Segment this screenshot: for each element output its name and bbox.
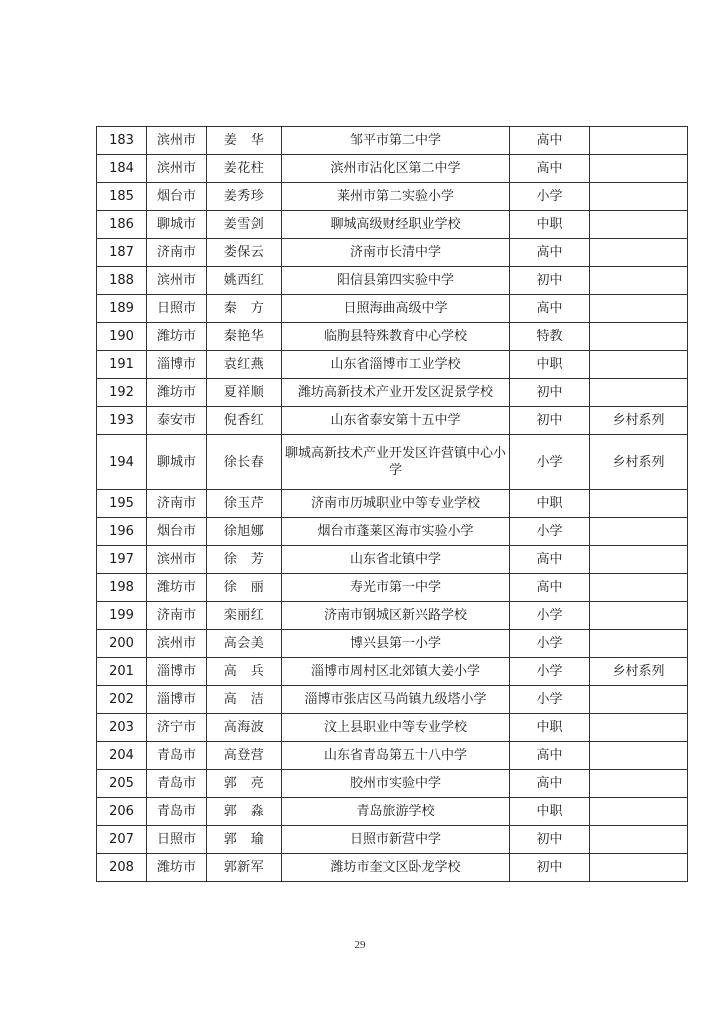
teacher-name-cell: 姜花柱 bbox=[207, 155, 282, 183]
city-cell: 济宁市 bbox=[147, 714, 207, 742]
school-cell: 济南市历城职业中等专业学校 bbox=[282, 490, 510, 518]
note-cell bbox=[590, 379, 688, 407]
table-row bbox=[97, 323, 688, 351]
school-level-cell: 高中 bbox=[510, 574, 590, 602]
table-row bbox=[97, 546, 688, 574]
page-number: 29 bbox=[354, 939, 366, 951]
row-number-cell: 187 bbox=[97, 239, 147, 267]
row-number-cell: 203 bbox=[97, 714, 147, 742]
roster-table-body bbox=[97, 127, 688, 882]
school-level-cell: 小学 bbox=[510, 630, 590, 658]
teacher-name-cell: 袁红燕 bbox=[207, 351, 282, 379]
table-row bbox=[97, 574, 688, 602]
table-row bbox=[97, 490, 688, 518]
school-level-cell: 高中 bbox=[510, 546, 590, 574]
table-row bbox=[97, 770, 688, 798]
table-row bbox=[97, 630, 688, 658]
city-cell: 滨州市 bbox=[147, 630, 207, 658]
school-level-cell: 高中 bbox=[510, 742, 590, 770]
city-cell: 滨州市 bbox=[147, 155, 207, 183]
note-cell: 乡村系列 bbox=[590, 658, 688, 686]
school-cell: 胶州市实验中学 bbox=[282, 770, 510, 798]
school-cell: 日照市新营中学 bbox=[282, 826, 510, 854]
table-row bbox=[97, 183, 688, 211]
city-cell: 淄博市 bbox=[147, 686, 207, 714]
note-cell bbox=[590, 518, 688, 546]
table-row bbox=[97, 211, 688, 239]
row-number-cell: 206 bbox=[97, 798, 147, 826]
school-level-cell: 高中 bbox=[510, 155, 590, 183]
row-number-cell: 202 bbox=[97, 686, 147, 714]
teacher-name-cell: 夏祥顺 bbox=[207, 379, 282, 407]
school-level-cell: 初中 bbox=[510, 854, 590, 882]
row-number-cell: 199 bbox=[97, 602, 147, 630]
teacher-name-cell: 徐玉芹 bbox=[207, 490, 282, 518]
note-cell: 乡村系列 bbox=[590, 435, 688, 490]
row-number-cell: 191 bbox=[97, 351, 147, 379]
row-number-cell: 193 bbox=[97, 407, 147, 435]
school-level-cell: 中职 bbox=[510, 798, 590, 826]
school-cell: 汶上县职业中等专业学校 bbox=[282, 714, 510, 742]
city-cell: 济南市 bbox=[147, 239, 207, 267]
city-cell: 聊城市 bbox=[147, 435, 207, 490]
city-cell: 滨州市 bbox=[147, 127, 207, 155]
row-number-cell: 201 bbox=[97, 658, 147, 686]
city-cell: 聊城市 bbox=[147, 211, 207, 239]
school-cell: 寿光市第一中学 bbox=[282, 574, 510, 602]
school-level-cell: 高中 bbox=[510, 770, 590, 798]
row-number-cell: 204 bbox=[97, 742, 147, 770]
note-cell bbox=[590, 183, 688, 211]
school-level-cell: 初中 bbox=[510, 267, 590, 295]
school-cell: 青岛旅游学校 bbox=[282, 798, 510, 826]
row-number-cell: 208 bbox=[97, 854, 147, 882]
city-cell: 青岛市 bbox=[147, 742, 207, 770]
note-cell bbox=[590, 490, 688, 518]
table-row bbox=[97, 351, 688, 379]
table-row bbox=[97, 379, 688, 407]
table-row bbox=[97, 295, 688, 323]
roster-table bbox=[96, 126, 688, 882]
school-level-cell: 高中 bbox=[510, 239, 590, 267]
table-row bbox=[97, 127, 688, 155]
teacher-name-cell: 高 洁 bbox=[207, 686, 282, 714]
city-cell: 淄博市 bbox=[147, 351, 207, 379]
note-cell bbox=[590, 742, 688, 770]
note-cell bbox=[590, 239, 688, 267]
table-row bbox=[97, 798, 688, 826]
table-row bbox=[97, 267, 688, 295]
school-level-cell: 中职 bbox=[510, 490, 590, 518]
city-cell: 青岛市 bbox=[147, 770, 207, 798]
school-cell: 邹平市第二中学 bbox=[282, 127, 510, 155]
teacher-name-cell: 高海波 bbox=[207, 714, 282, 742]
school-cell: 日照海曲高级中学 bbox=[282, 295, 510, 323]
note-cell bbox=[590, 351, 688, 379]
note-cell bbox=[590, 295, 688, 323]
table-row bbox=[97, 714, 688, 742]
school-cell: 潍坊市奎文区卧龙学校 bbox=[282, 854, 510, 882]
teacher-name-cell: 秦 方 bbox=[207, 295, 282, 323]
school-level-cell: 特教 bbox=[510, 323, 590, 351]
school-cell: 聊城高新技术产业开发区许营镇中心小学 bbox=[282, 435, 510, 490]
teacher-name-cell: 徐旭娜 bbox=[207, 518, 282, 546]
teacher-name-cell: 姚西红 bbox=[207, 267, 282, 295]
note-cell bbox=[590, 714, 688, 742]
table-row bbox=[97, 407, 688, 435]
city-cell: 潍坊市 bbox=[147, 574, 207, 602]
teacher-name-cell: 栾丽红 bbox=[207, 602, 282, 630]
school-level-cell: 高中 bbox=[510, 295, 590, 323]
city-cell: 滨州市 bbox=[147, 267, 207, 295]
city-cell: 潍坊市 bbox=[147, 323, 207, 351]
row-number-cell: 189 bbox=[97, 295, 147, 323]
school-cell: 山东省泰安第十五中学 bbox=[282, 407, 510, 435]
city-cell: 烟台市 bbox=[147, 183, 207, 211]
school-level-cell: 小学 bbox=[510, 602, 590, 630]
city-cell: 烟台市 bbox=[147, 518, 207, 546]
teacher-name-cell: 高会美 bbox=[207, 630, 282, 658]
table-row bbox=[97, 854, 688, 882]
teacher-name-cell: 姜 华 bbox=[207, 127, 282, 155]
school-cell: 阳信县第四实验中学 bbox=[282, 267, 510, 295]
teacher-name-cell: 徐 丽 bbox=[207, 574, 282, 602]
row-number-cell: 195 bbox=[97, 490, 147, 518]
row-number-cell: 200 bbox=[97, 630, 147, 658]
school-cell: 聊城高级财经职业学校 bbox=[282, 211, 510, 239]
school-level-cell: 小学 bbox=[510, 658, 590, 686]
school-cell: 博兴县第一小学 bbox=[282, 630, 510, 658]
row-number-cell: 190 bbox=[97, 323, 147, 351]
city-cell: 滨州市 bbox=[147, 546, 207, 574]
row-number-cell: 184 bbox=[97, 155, 147, 183]
note-cell bbox=[590, 630, 688, 658]
note-cell bbox=[590, 602, 688, 630]
school-cell: 临朐县特殊教育中心学校 bbox=[282, 323, 510, 351]
school-cell: 山东省淄博市工业学校 bbox=[282, 351, 510, 379]
school-level-cell: 初中 bbox=[510, 407, 590, 435]
table-row bbox=[97, 435, 688, 490]
city-cell: 泰安市 bbox=[147, 407, 207, 435]
school-cell: 滨州市沾化区第二中学 bbox=[282, 155, 510, 183]
table-row bbox=[97, 826, 688, 854]
teacher-name-cell: 徐长春 bbox=[207, 435, 282, 490]
note-cell bbox=[590, 155, 688, 183]
city-cell: 青岛市 bbox=[147, 798, 207, 826]
row-number-cell: 205 bbox=[97, 770, 147, 798]
row-number-cell: 196 bbox=[97, 518, 147, 546]
table-row bbox=[97, 742, 688, 770]
school-cell: 潍坊高新技术产业开发区浞景学校 bbox=[282, 379, 510, 407]
school-level-cell: 中职 bbox=[510, 714, 590, 742]
table-row bbox=[97, 686, 688, 714]
note-cell bbox=[590, 323, 688, 351]
note-cell bbox=[590, 211, 688, 239]
teacher-name-cell: 倪香红 bbox=[207, 407, 282, 435]
city-cell: 潍坊市 bbox=[147, 379, 207, 407]
table-row bbox=[97, 155, 688, 183]
city-cell: 日照市 bbox=[147, 826, 207, 854]
school-cell: 山东省北镇中学 bbox=[282, 546, 510, 574]
city-cell: 潍坊市 bbox=[147, 854, 207, 882]
note-cell bbox=[590, 854, 688, 882]
school-level-cell: 小学 bbox=[510, 518, 590, 546]
row-number-cell: 192 bbox=[97, 379, 147, 407]
school-cell: 淄博市张店区马尚镇九级塔小学 bbox=[282, 686, 510, 714]
note-cell bbox=[590, 686, 688, 714]
note-cell bbox=[590, 770, 688, 798]
row-number-cell: 188 bbox=[97, 267, 147, 295]
city-cell: 淄博市 bbox=[147, 658, 207, 686]
school-level-cell: 初中 bbox=[510, 826, 590, 854]
teacher-name-cell: 徐 芳 bbox=[207, 546, 282, 574]
teacher-name-cell: 娄保云 bbox=[207, 239, 282, 267]
teacher-name-cell: 秦艳华 bbox=[207, 323, 282, 351]
teacher-name-cell: 姜雪剑 bbox=[207, 211, 282, 239]
row-number-cell: 186 bbox=[97, 211, 147, 239]
teacher-name-cell: 姜秀珍 bbox=[207, 183, 282, 211]
school-level-cell: 中职 bbox=[510, 351, 590, 379]
school-cell: 济南市长清中学 bbox=[282, 239, 510, 267]
row-number-cell: 207 bbox=[97, 826, 147, 854]
school-level-cell: 小学 bbox=[510, 686, 590, 714]
school-cell: 淄博市周村区北郊镇大姜小学 bbox=[282, 658, 510, 686]
city-cell: 日照市 bbox=[147, 295, 207, 323]
teacher-name-cell: 郭 亮 bbox=[207, 770, 282, 798]
row-number-cell: 183 bbox=[97, 127, 147, 155]
school-level-cell: 小学 bbox=[510, 435, 590, 490]
school-level-cell: 小学 bbox=[510, 183, 590, 211]
teacher-name-cell: 郭 瑜 bbox=[207, 826, 282, 854]
row-number-cell: 194 bbox=[97, 435, 147, 490]
school-cell: 山东省青岛第五十八中学 bbox=[282, 742, 510, 770]
row-number-cell: 198 bbox=[97, 574, 147, 602]
note-cell bbox=[590, 127, 688, 155]
school-cell: 莱州市第二实验小学 bbox=[282, 183, 510, 211]
school-cell: 烟台市蓬莱区海市实验小学 bbox=[282, 518, 510, 546]
note-cell bbox=[590, 574, 688, 602]
note-cell bbox=[590, 826, 688, 854]
row-number-cell: 197 bbox=[97, 546, 147, 574]
school-level-cell: 中职 bbox=[510, 211, 590, 239]
teacher-name-cell: 高 兵 bbox=[207, 658, 282, 686]
note-cell bbox=[590, 546, 688, 574]
row-number-cell: 185 bbox=[97, 183, 147, 211]
table-row bbox=[97, 658, 688, 686]
city-cell: 济南市 bbox=[147, 602, 207, 630]
note-cell bbox=[590, 798, 688, 826]
table-row bbox=[97, 239, 688, 267]
school-level-cell: 高中 bbox=[510, 127, 590, 155]
city-cell: 济南市 bbox=[147, 490, 207, 518]
table-row bbox=[97, 518, 688, 546]
teacher-name-cell: 郭新军 bbox=[207, 854, 282, 882]
note-cell: 乡村系列 bbox=[590, 407, 688, 435]
school-level-cell: 初中 bbox=[510, 379, 590, 407]
table-row bbox=[97, 602, 688, 630]
school-cell: 济南市钢城区新兴路学校 bbox=[282, 602, 510, 630]
teacher-name-cell: 郭 淼 bbox=[207, 798, 282, 826]
teacher-name-cell: 高登营 bbox=[207, 742, 282, 770]
note-cell bbox=[590, 267, 688, 295]
